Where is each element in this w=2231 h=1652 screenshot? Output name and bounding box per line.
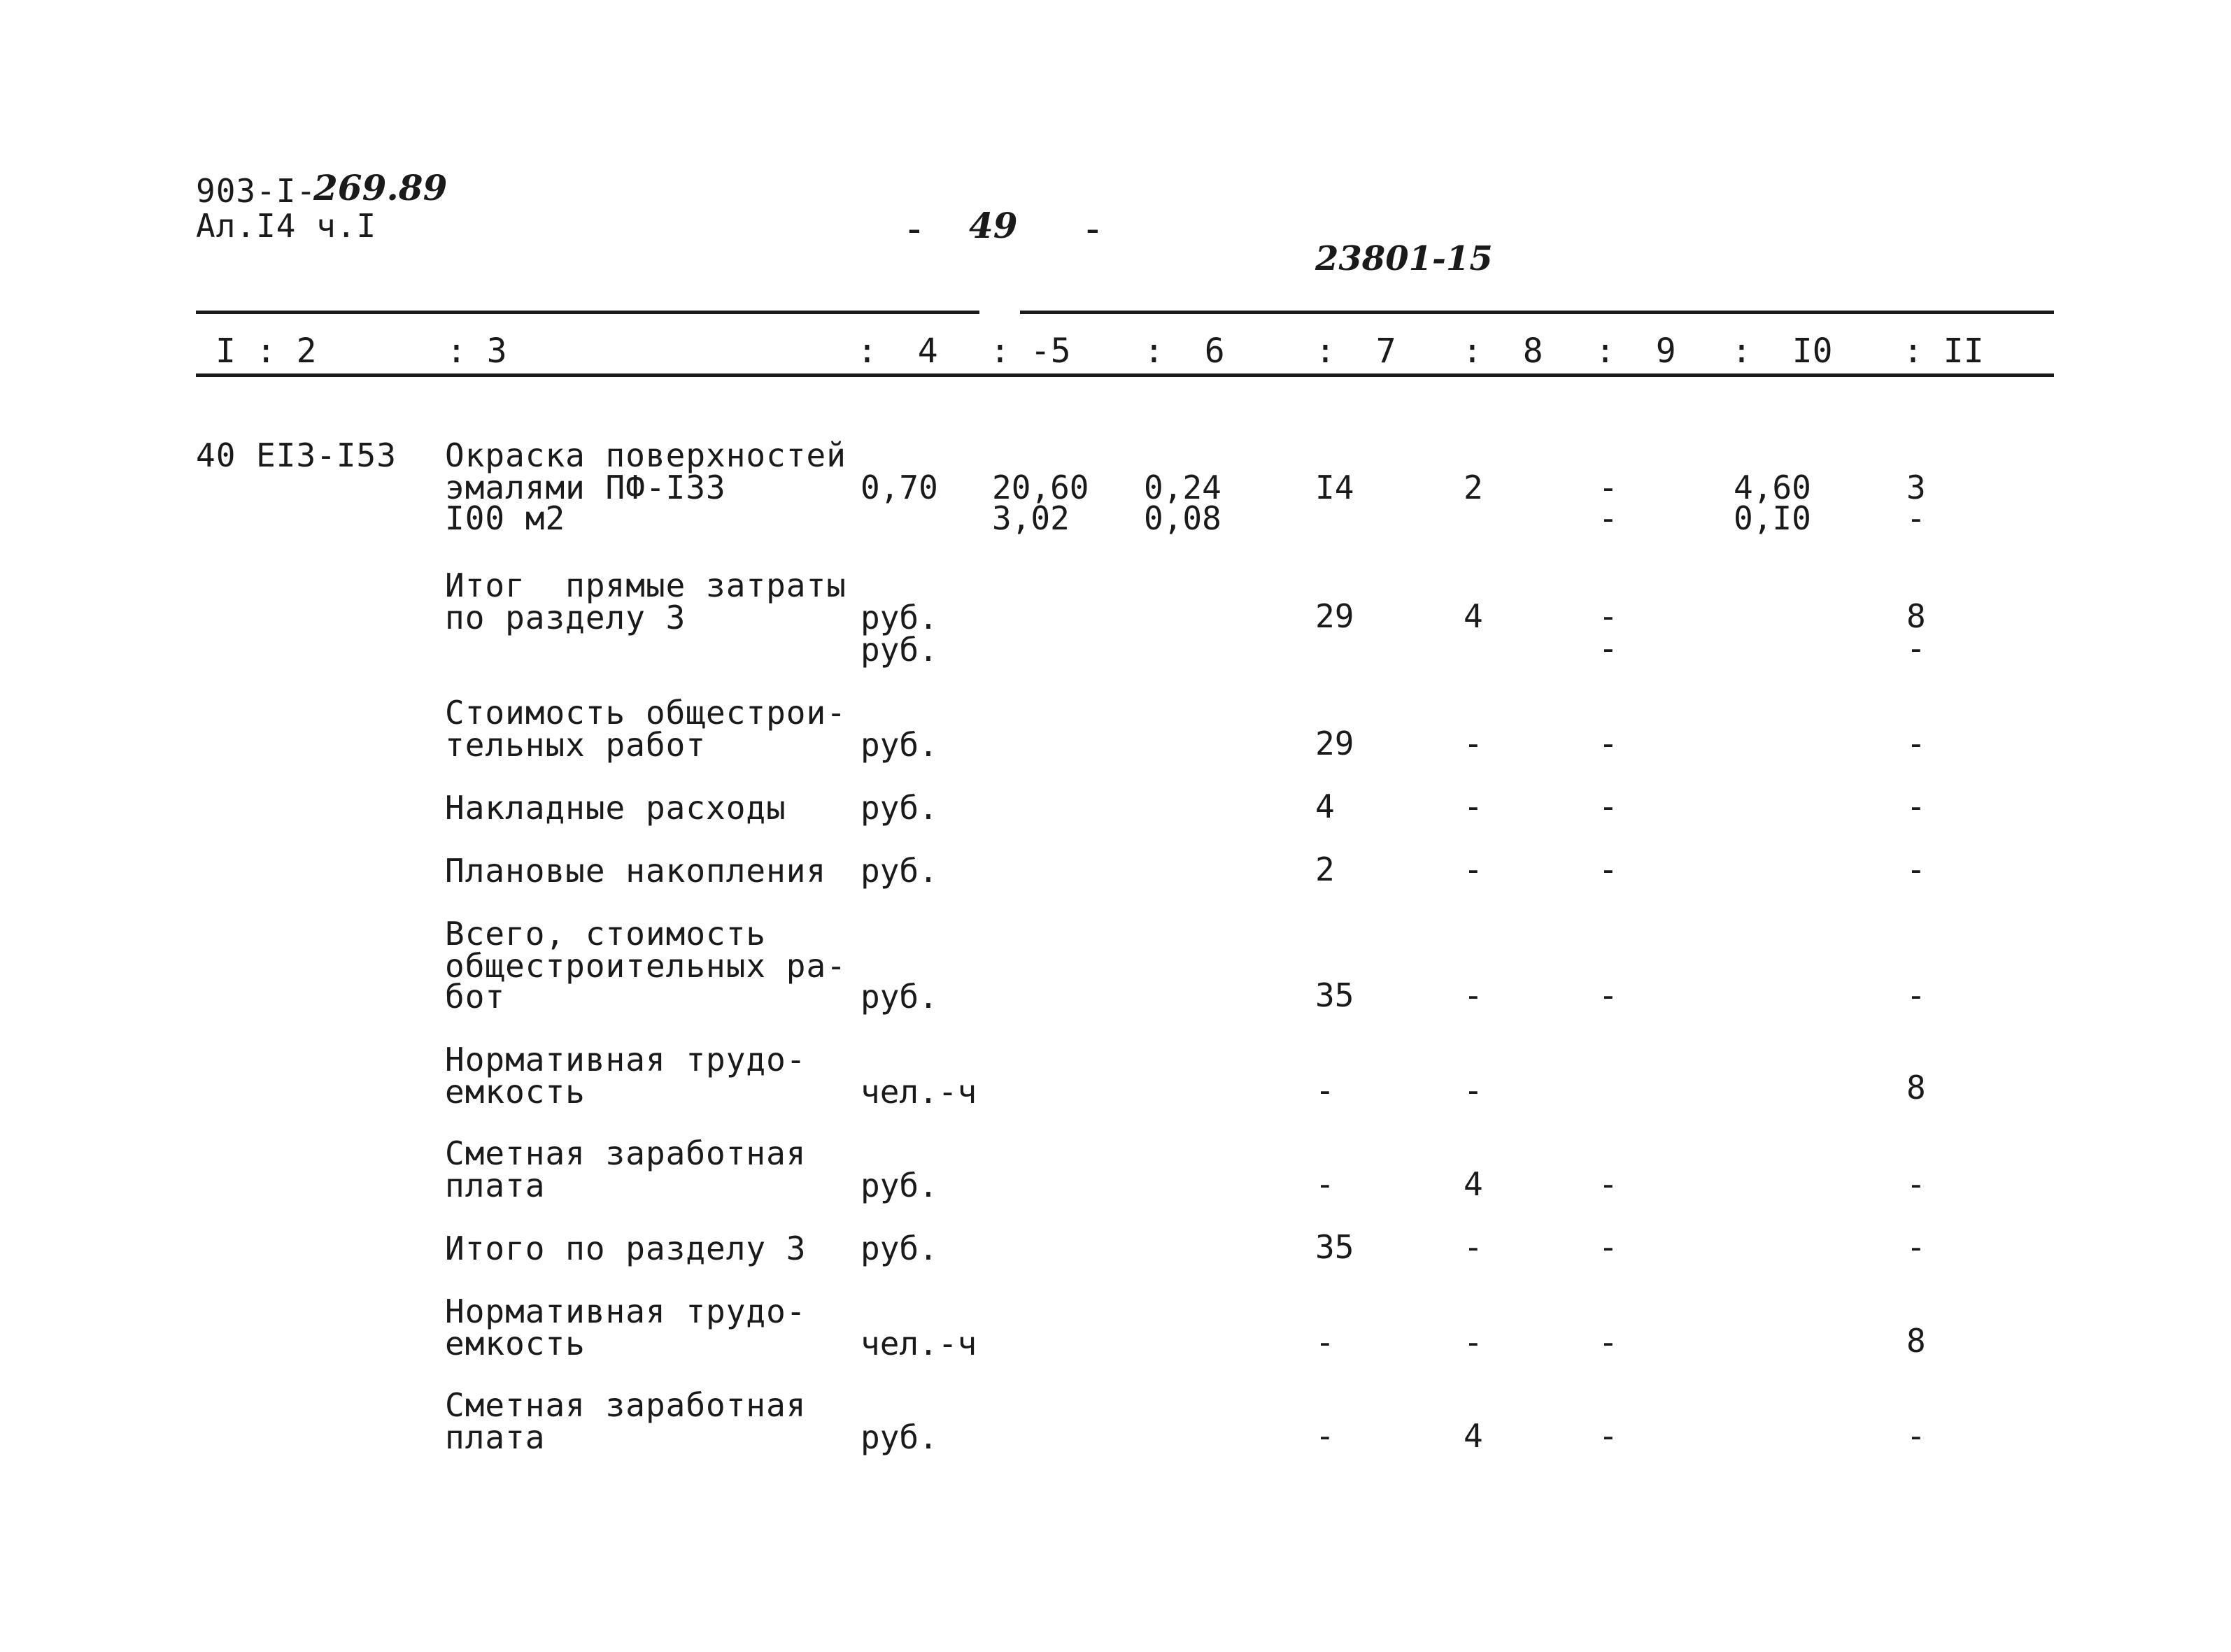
row-desc-line: Сметная заработная [445, 1386, 807, 1424]
cell-7: 4 [1315, 788, 1335, 825]
cell-7: - [1315, 1323, 1335, 1361]
cell-7: I4 [1315, 469, 1354, 506]
cell-8: - [1464, 1228, 1483, 1266]
col-header-1-2: I : 2 [215, 332, 317, 371]
cell-9: - [1599, 1323, 1618, 1361]
cell-8: - [1464, 976, 1483, 1014]
cell-11: - [1906, 629, 1926, 667]
top-rule-right [1020, 311, 2054, 314]
cell-9: - [1599, 850, 1618, 888]
cell-4: руб. [860, 1230, 938, 1267]
stamp-number: 23801-15 [1315, 239, 1493, 278]
cell-11: 8 [1906, 597, 1926, 635]
row-desc-line: Всего, стоимость [445, 915, 767, 953]
top-rule-left [196, 311, 979, 314]
cell-8: - [1464, 725, 1483, 762]
cell-9: - [1599, 788, 1618, 825]
cell-4: руб. [860, 789, 938, 827]
row-desc-line: Нормативная трудо- [445, 1293, 807, 1330]
row-desc-line: эмалями ПФ-I33 [445, 469, 726, 506]
cell-11: 3 [1906, 469, 1926, 506]
cell-11: - [1906, 1165, 1926, 1203]
col-header-5: : -5 [990, 332, 1071, 371]
cell-7: - [1315, 1165, 1335, 1203]
col-header-3: : 3 [446, 332, 507, 371]
cell-4: 0,70 [860, 469, 938, 506]
cell-8: 4 [1464, 597, 1483, 635]
cell-11: 8 [1906, 1069, 1926, 1106]
col-header-4: : 4 [857, 332, 938, 371]
cell-9: - [1599, 725, 1618, 762]
cell-4: руб. [860, 852, 938, 890]
cell-7: - [1315, 1071, 1335, 1109]
cell-4: чел.-ч [860, 1325, 977, 1362]
row-desc-line: тельных работ [445, 726, 707, 764]
document-code-prefix: 903-I- [196, 172, 317, 210]
row-desc-line: Стоимость общестрои- [445, 694, 847, 732]
cell-8: - [1464, 1071, 1483, 1109]
row-desc-line: Итого по разделу 3 [445, 1230, 807, 1267]
cell-8: - [1464, 1323, 1483, 1361]
cell-8: 4 [1464, 1165, 1483, 1203]
document-code [196, 172, 317, 210]
cell-4: руб. [860, 978, 938, 1016]
row-desc-line: Плановые накопления [445, 852, 827, 890]
row-desc-line: Итог прямые затраты [445, 567, 847, 604]
row-desc-line: плата [445, 1167, 546, 1204]
cell-11: - [1906, 499, 1926, 537]
cell-9: - [1599, 1165, 1618, 1203]
cell-10: 4,60 [1734, 469, 1811, 506]
row-desc-line: Накладные расходы [445, 789, 786, 827]
col-header-10: : I0 [1731, 332, 1833, 371]
cell-9: - [1599, 1417, 1618, 1455]
cell-9: - [1599, 499, 1618, 537]
page-number: 49 [969, 205, 1018, 246]
cell-7: 35 [1315, 1228, 1354, 1266]
cell-9: - [1599, 976, 1618, 1014]
row-desc-line: плата [445, 1418, 546, 1456]
document-code-handwritten: 269.89 [313, 167, 448, 208]
cell-4: руб. [860, 599, 938, 636]
col-header-8: : 8 [1462, 332, 1543, 371]
cell-11: - [1906, 788, 1926, 825]
cell-5: 20,60 [992, 469, 1089, 506]
cell-8: 4 [1464, 1417, 1483, 1455]
cell-6: 0,24 [1144, 469, 1221, 506]
cell-11: - [1906, 1417, 1926, 1455]
cell-9: - [1599, 469, 1618, 506]
cell-7: - [1315, 1417, 1335, 1455]
row-desc-line: емкость [445, 1073, 586, 1111]
cell-11: - [1906, 976, 1926, 1014]
col-header-6: : 6 [1144, 332, 1225, 371]
row-desc-line: емкость [445, 1325, 586, 1362]
row-desc-line: Нормативная трудо- [445, 1041, 807, 1078]
cell-7: 29 [1315, 597, 1354, 635]
row-code: 40 EI3-I53 [196, 436, 397, 474]
col-header-7: : 7 [1315, 332, 1396, 371]
cell-9: - [1599, 1228, 1618, 1266]
cell-11: 8 [1906, 1322, 1926, 1360]
col-header-9: : 9 [1595, 332, 1676, 371]
cell-9: - [1599, 597, 1618, 635]
cell-4: руб. [860, 1167, 938, 1204]
page-dash-left: - [902, 206, 927, 252]
cell-11: - [1906, 850, 1926, 888]
row-desc-line: Окраска поверхностей [445, 436, 847, 474]
cell-11: - [1906, 1228, 1926, 1266]
album-line: Ал.I4 ч.I [196, 207, 377, 245]
page-dash-right: - [1081, 206, 1105, 252]
cell-7: 2 [1315, 850, 1335, 888]
header-bottom-rule [196, 373, 2054, 377]
cell-4: руб. [860, 726, 938, 764]
row-desc-line: бот [445, 978, 506, 1016]
cell-7: 35 [1315, 976, 1354, 1014]
cell-8: 2 [1464, 469, 1483, 506]
cell-4: руб. [860, 631, 938, 669]
row-desc-line: I00 м2 [445, 499, 566, 537]
cell-9: - [1599, 629, 1618, 667]
cell-10: 0,I0 [1734, 499, 1811, 537]
cell-8: - [1464, 850, 1483, 888]
row-desc-line: общестроительных ра- [445, 947, 847, 985]
cell-4: чел.-ч [860, 1073, 977, 1111]
row-desc-line: Сметная заработная [445, 1134, 807, 1172]
cell-7: 29 [1315, 725, 1354, 762]
cell-4: руб. [860, 1418, 938, 1456]
cell-5: 3,02 [992, 499, 1070, 537]
row-desc-line: по разделу 3 [445, 599, 686, 636]
cell-8: - [1464, 788, 1483, 825]
cell-6: 0,08 [1144, 499, 1221, 537]
col-header-11: : II [1903, 332, 1984, 371]
cell-11: - [1906, 725, 1926, 762]
